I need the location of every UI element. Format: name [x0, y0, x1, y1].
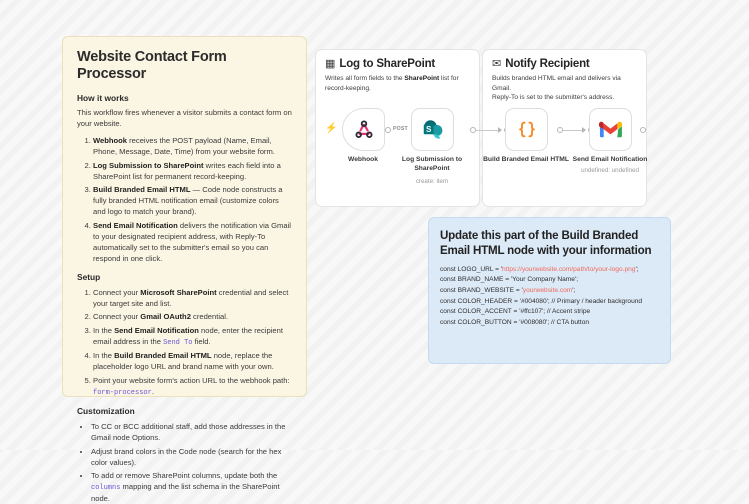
node-label-gmail: Send Email Notification: [572, 156, 648, 163]
gmail-icon: [599, 121, 622, 139]
code-string: yourwebsite.com: [522, 286, 573, 294]
list-item: [93, 135, 292, 157]
list-item: [93, 184, 292, 217]
note-text: Writes all form fields to the: [325, 75, 405, 82]
code-text: const BRAND_WEBSITE = ': [440, 286, 523, 294]
list-item-text: credential and select your target site and list.: [93, 287, 289, 308]
list-item-term: Send Email Notification: [114, 325, 199, 335]
list-item-text: node, replace the placeholder logo URL and brand name with your own.: [93, 351, 274, 372]
list-item-text: In the: [93, 351, 115, 361]
list-item-text: field.: [192, 336, 211, 346]
list-item-text: .: [151, 386, 154, 396]
sticky-note-header: [316, 50, 479, 70]
list-item: [93, 311, 292, 322]
code-text: ';: [635, 265, 639, 273]
workflow-documentation-panel[interactable]: [62, 36, 307, 504]
sticky-note-header: [483, 50, 646, 70]
how-it-works-heading: How it works: [77, 92, 129, 103]
code-text: const BRAND_NAME = ': [440, 276, 513, 284]
list-item-term: Build Branded Email HTML: [114, 351, 212, 361]
list-item-term: Log Submission to SharePoint: [93, 160, 204, 170]
code-line: const COLOR_BUTTON = '#008080'; // CTA button: [440, 318, 590, 326]
list-item-text: receives the POST payload (Name, Email, Phone, Message, Date, Time) from your website form.: [93, 136, 275, 157]
node-send-email-notification[interactable]: [589, 108, 632, 151]
trigger-bolt-icon: ⚡: [325, 123, 338, 134]
node-sublabel-sharepoint: create: item: [415, 178, 449, 185]
setup-heading: Setup: [77, 271, 101, 282]
sticky-note-title: Log to SharePoint: [339, 58, 436, 70]
arrow-icon: [498, 127, 502, 133]
code-line: const COLOR_HEADER = '#004080'; // Primary / header background: [440, 297, 643, 305]
arrow-icon: [582, 127, 586, 133]
note-text: Builds branded HTML email and delivers via Gmail.: [492, 75, 621, 92]
list-item: [91, 446, 292, 468]
list-item: [93, 287, 292, 309]
page-title: Website Contact Form Processor: [77, 49, 227, 83]
how-it-works-list: [77, 135, 292, 264]
list-item-text: In the: [93, 325, 115, 335]
sharepoint-list-icon: ▦: [325, 57, 336, 70]
intro-paragraph: This workflow fires whenever a visitor submits a contact form on your website.: [77, 107, 292, 128]
code-note-title: Update this part of the Build Branded Email HTML node with your information: [440, 229, 652, 258]
list-item: [93, 375, 292, 398]
gmail-output-port[interactable]: [640, 127, 646, 133]
note-text: list for record-keeping.: [325, 75, 459, 92]
node-label-webhook: Webhook: [348, 156, 378, 163]
list-item-text: writes each field into a SharePoint list for permanent record-keeping.: [93, 160, 281, 181]
webhook-icon: [353, 119, 375, 141]
note-text-bold: SharePoint: [404, 75, 440, 82]
list-item-term: Webhook: [93, 136, 128, 146]
code-line: [440, 275, 659, 286]
code-text: const LOGO_URL = ': [440, 265, 503, 273]
list-item-text: To CC or BCC additional staff, add those addresses in the Gmail node Options.: [91, 422, 286, 443]
list-item-text: Adjust brand colors in the Code node (search for the hex color values).: [91, 446, 282, 467]
code-line: [440, 286, 659, 297]
list-item-term: Microsoft SharePoint: [140, 287, 217, 297]
envelope-icon: ✉: [492, 57, 502, 70]
code-text: ';: [572, 286, 576, 294]
code-line: [440, 265, 659, 276]
node-build-branded-email-html[interactable]: [505, 108, 548, 151]
list-item: [93, 350, 292, 372]
customization-heading: Customization: [77, 406, 135, 417]
list-item-term: Send Email Notification: [93, 220, 178, 230]
list-item-text: delivers the notification via Gmail to your designated recipient address, with Reply-To automatically set to the submitter's email so you can respond in one click.: [93, 220, 291, 263]
sticky-note-body: [483, 70, 646, 103]
list-item-text: — Code node constructs a fully branded HTML notification email (customize colors and logo to match your brand).: [93, 185, 283, 217]
list-item: [93, 220, 292, 264]
webhook-output-port[interactable]: [385, 127, 391, 133]
node-log-submission-to-sharepoint[interactable]: [411, 108, 454, 151]
inline-code: columns: [91, 484, 121, 493]
list-item-text: To add or remove SharePoint columns, update both the: [91, 471, 278, 481]
inline-code: Send To: [163, 338, 193, 347]
list-item-text: Connect your: [93, 287, 141, 297]
list-item-text: node, enter the recipient email address in the: [93, 325, 283, 346]
list-item: [93, 160, 292, 182]
sticky-note-body: [316, 70, 479, 93]
list-item-text: credential.: [190, 312, 229, 322]
code-text: ';: [574, 276, 579, 284]
list-item: [91, 421, 292, 443]
node-label-code: Build Branded Email HTML: [483, 156, 569, 163]
code-braces-icon: [515, 118, 539, 142]
code-string: https://yourwebsite.com/path/to/your-logo.png: [502, 265, 636, 273]
list-item-term: Build Branded Email HTML: [93, 185, 191, 195]
svg-text:S: S: [425, 125, 431, 135]
list-item-term: Gmail OAuth2: [140, 312, 191, 322]
node-label-sharepoint: Log Submission to SharePoint: [401, 156, 463, 172]
connection-label-post: POST: [393, 126, 408, 132]
node-webhook[interactable]: [342, 108, 385, 151]
note-text: Reply-To is set to the submitter's address.: [492, 94, 615, 102]
sticky-note-title: Notify Recipient: [505, 58, 590, 70]
sharepoint-icon: [421, 119, 445, 140]
customization-list: [77, 421, 292, 504]
list-item: [91, 470, 292, 504]
sticky-note-code-update[interactable]: [428, 217, 671, 364]
list-item: [93, 325, 292, 348]
code-string: Your Company Name: [512, 276, 575, 284]
list-item-text: Point your website form's action URL to the webhook path:: [93, 375, 290, 385]
list-item-text: Connect your: [93, 312, 141, 322]
setup-list: [77, 287, 292, 398]
inline-code: form-processor: [93, 388, 152, 397]
node-sublabel-gmail: undefined: undefined: [581, 167, 639, 174]
code-line: const COLOR_ACCENT = '#ffc107'; // Accent stripe: [440, 308, 591, 316]
list-item-text: mapping and the list schema in the SharePoint node.: [91, 482, 280, 504]
